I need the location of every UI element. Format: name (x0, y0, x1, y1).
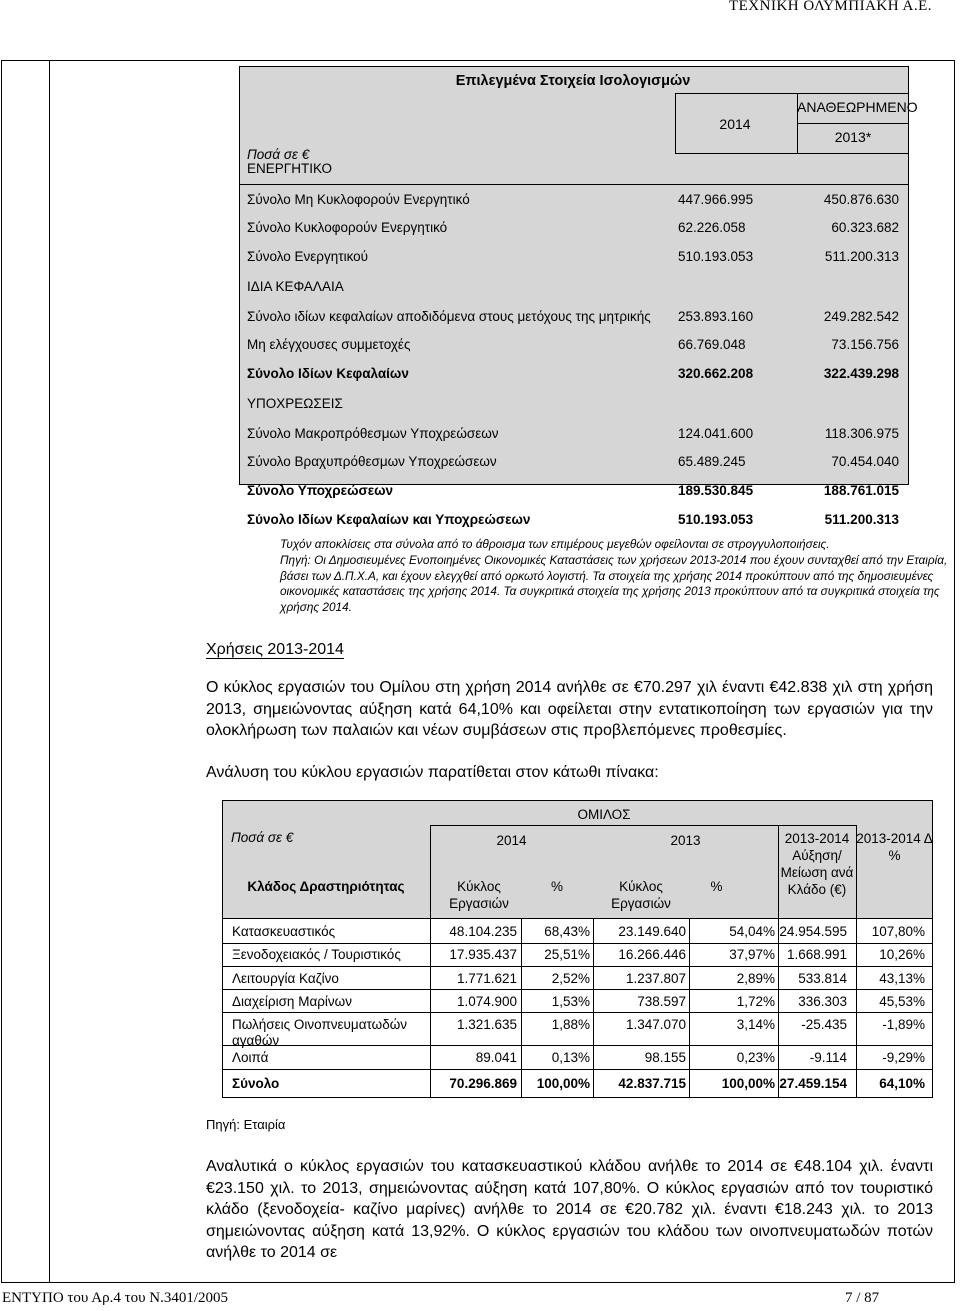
bs-value-2013: 511.200.313 (824, 512, 899, 527)
bs-row-noncurrent-assets (247, 192, 899, 207)
bs-row-label: Σύνολο Ενεργητικού (247, 249, 369, 264)
bs-row-label: Μη ελέγχουσες συμμετοχές (247, 337, 411, 352)
rt-pct-2013: 37,97% (729, 947, 775, 962)
rt-row-line (222, 966, 933, 967)
rt-change-pct: 10,26% (879, 947, 925, 962)
rt-border-top (222, 800, 933, 801)
rt-rev-2013: 98.155 (644, 1050, 686, 1065)
rt-sector: Λοιπά (232, 1050, 269, 1065)
rt-rev-2014: 89.041 (475, 1050, 517, 1065)
rt-header-change: 2013-2014 Αύξηση/ Μείωση ανά Κλάδο (€) (780, 831, 854, 897)
rt-group-label: ΟΜΙΛΟΣ (577, 807, 631, 822)
bs-value-2014: 124.041.600 (678, 426, 754, 441)
rt-rev-2014: 1.321.635 (456, 1017, 517, 1032)
rt-rev-2014: 1.771.621 (456, 971, 517, 986)
bs-row-label: Σύνολο Βραχυπρόθεσμων Υποχρεώσεων (247, 454, 497, 469)
rt-rev-2013: 23.149.640 (618, 924, 686, 939)
rt-pct-2014: 1,88% (551, 1017, 590, 1032)
bs-row-label: Σύνολο Κυκλοφορούν Ενεργητικό (247, 220, 448, 235)
rt-pct-2013: 100,00% (721, 1076, 775, 1091)
rt-change: -9.114 (809, 1050, 847, 1065)
bs-value-2014: 510.193.053 (678, 249, 754, 264)
table-intro-paragraph: Ανάλυση του κύκλου εργασιών παρατίθεται στον κάτωθι πίνακα: (206, 764, 659, 781)
bs-restated-divider (797, 123, 909, 124)
rt-sector: Κατασκευαστικός (232, 924, 336, 939)
bs-value-2014: 62.226.058 (678, 220, 746, 235)
rt-group-divider (430, 825, 856, 826)
bs-row-parent-equity (247, 309, 899, 324)
bs-value-2014: 447.966.995 (678, 192, 754, 207)
rt-header-revenue-2013: Κύκλος Εργασιών (611, 879, 671, 911)
rt-col-line (689, 918, 690, 1098)
bs-row-total-equity (247, 366, 899, 381)
bs-row-label: ΙΔΙΑ ΚΕΦΑΛΑΙΑ (247, 279, 344, 294)
frame-right-line (954, 60, 955, 1283)
rt-pct-2013: 2,89% (736, 971, 775, 986)
rt-header-bottom (222, 918, 933, 919)
bs-value-2013: 322.439.298 (823, 366, 899, 381)
rt-pct-2014: 0,13% (551, 1050, 590, 1065)
rt-pct-2014: 1,53% (551, 994, 590, 1009)
bs-border-top (239, 66, 909, 67)
rt-pct-2013: 54,04% (729, 924, 775, 939)
bs-row-total-assets (247, 249, 899, 264)
bs-value-2014: 66.769.048 (678, 337, 746, 352)
rt-col-line (593, 918, 594, 1098)
balance-sheet-title: Επιλεγμένα Στοιχεία Ισολογισμών (455, 73, 691, 89)
bs-row-longterm-liabilities (247, 426, 899, 441)
rt-header-pct-2014: % (550, 879, 563, 894)
balance-sheet-notes (280, 537, 960, 616)
bs-row-current-assets (247, 220, 899, 235)
section-heading: Χρήσεις 2013-2014 (206, 641, 344, 658)
bs-value-2013: 511.200.313 (824, 249, 899, 264)
rt-rev-2013: 738.597 (637, 994, 686, 1009)
bs-row-minority (247, 337, 899, 352)
rt-change: 27.459.154 (779, 1076, 847, 1091)
rt-sector: Διαχείριση Μαρίνων (232, 994, 352, 1009)
rt-row-line (222, 943, 933, 944)
rt-header-2013: 2013 (670, 833, 701, 848)
rt-sector: Λειτουργία Καζίνο (232, 971, 339, 986)
bs-header-2013: 2013* (834, 129, 872, 145)
rt-border-bottom (222, 1097, 933, 1098)
bs-value-2013: 73.156.756 (831, 337, 899, 352)
frame-inner-line (49, 60, 50, 1283)
rt-row-line (222, 1069, 933, 1070)
bs-value-2014: 253.893.160 (678, 309, 754, 324)
revenue-table-source: Πηγή: Εταιρία (206, 1117, 286, 1132)
bs-value-2013: 70.454.040 (831, 454, 899, 469)
rt-change-pct: 64,10% (879, 1076, 925, 1091)
bs-row-shortterm-liabilities (247, 454, 899, 469)
rt-change: 533.814 (798, 971, 847, 986)
bs-row-divider (239, 184, 909, 185)
revenue-table (222, 800, 933, 1098)
bs-assets-heading: ΕΝΕΡΓΗΤΙΚΟ (247, 161, 333, 176)
footer-form-reference: ΕΝΤΥΠΟ του Αρ.4 του Ν.3401/2005 (2, 1290, 229, 1306)
bs-row-label: Σύνολο Ιδίων Κεφαλαίων και Υποχρεώσεων (247, 512, 531, 527)
bs-border-left (239, 66, 240, 485)
bs-row-label: Σύνολο Μη Κυκλοφορούν Ενεργητικό (247, 192, 470, 207)
page-number: 7 / 87 (845, 1290, 880, 1306)
company-name: ΤΕΧΝΙΚΗ ΟΛΥΜΠΙΑΚΗ Α.Ε. (728, 0, 932, 14)
rounding-note: Τυχόν αποκλίσεις στα σύνολα από το άθροισμα των επιμέρους μεγεθών οφείλονται σε στρογγυλοποιήσεις. (280, 537, 830, 551)
source-note: Πηγή: Οι Δημοσιευμένες Ενοποιημένες Οικονομικές Καταστάσεις των χρήσεων 2013-2014 που έχουν συνταχθεί από την Εταιρία, βάσει των Δ.Π.Χ.Α, και έχουν ελεγχθεί από ορκωτό λογιστή. Τα στοιχεία της χρήσης 2014 προκύπτουν από της δημοσιευμένες οικονομικές καταστάσεις της χρήσης 2014. Τα συγκριτικά στοιχεία της χρήσης 2013 προκύπτουν από τα συγκριτικά στοιχεία της χρήσης 2014. (280, 552, 948, 615)
rt-border-left (222, 800, 223, 1098)
bs-row-label: ΥΠΟΧΡΕΩΣΕΙΣ (247, 396, 343, 411)
bs-amounts-label: Ποσά σε € (247, 147, 310, 162)
rt-amounts-label: Ποσά σε € (231, 830, 294, 845)
bs-header-restated: ΑΝΑΘΕΩΡΗΜΕΝΟ (797, 99, 918, 115)
bs-header-2014: 2014 (719, 116, 751, 132)
rt-rev-2013: 42.837.715 (618, 1076, 686, 1091)
bs-value-2014: 510.193.053 (678, 512, 754, 527)
rt-col-line (521, 918, 522, 1098)
rt-header-sector: Κλάδος Δραστηριότητας (247, 879, 405, 894)
rt-rev-2014: 17.935.437 (449, 947, 517, 962)
bs-value-2014: 189.530.845 (678, 483, 754, 498)
bs-value-2013: 188.761.015 (823, 483, 899, 498)
rt-header-pct-2013: % (710, 879, 723, 894)
bs-row-label: Σύνολο ιδίων κεφαλαίων αποδιδόμενα στους μετόχους της μητρικής (247, 309, 651, 324)
rt-rev-2013: 1.347.070 (625, 1017, 686, 1032)
rt-change-pct: 107,80% (871, 924, 925, 939)
bs-header-bottom (675, 153, 909, 154)
bs-value-2013: 249.282.542 (823, 309, 899, 324)
rt-change-pct: -1,89% (882, 1017, 925, 1032)
rt-change-pct: -9,29% (882, 1050, 925, 1065)
bs-row-equity-heading (247, 279, 344, 294)
bs-row-label: Σύνολο Ιδίων Κεφαλαίων (247, 366, 409, 381)
rt-col-line (430, 825, 431, 1098)
rt-pct-2013: 1,72% (736, 994, 775, 1009)
rt-pct-2013: 3,14% (736, 1017, 775, 1032)
rt-change-pct: 45,53% (879, 994, 925, 1009)
rt-pct-2014: 68,43% (544, 924, 590, 939)
frame-left-line (1, 60, 2, 1283)
rt-row-line (222, 989, 933, 990)
rt-pct-2013: 0,23% (736, 1050, 775, 1065)
rt-change: 24.954.595 (779, 924, 847, 939)
rt-sector: Πωλήσεις Οινοπνευματωδών αγαθών (232, 1017, 407, 1048)
rt-rev-2013: 16.266.446 (618, 947, 686, 962)
sector-analysis-paragraph: Αναλυτικά ο κύκλος εργασιών του κατασκευαστικού κλάδου ανήλθε το 2014 σε €48.104 χιλ. έναντι €23.150 χιλ. το 2013, σημειώνοντας αύξηση κατά 107,80%. Ο κύκλος εργασιών από τον τουριστικό κλάδο (ξενοδοχεία- καζίνο μαρίνες) ανήλθε το 2014 σε €20.782 χιλ. έναντι €18.243 χιλ. το 2013 σημειώνοντας αύξηση κατά 13,92%. Ο κύκλος εργασιών του κλάδου των οινοπνευματωδών ποτών ανήλθε το 2014 σε (206, 1158, 933, 1261)
bs-value-2014: 65.489.245 (678, 454, 746, 469)
rt-rev-2014: 48.104.235 (449, 924, 517, 939)
bs-title-divider (675, 93, 909, 94)
rt-header-revenue-2014: Κύκλος Εργασιών (449, 879, 509, 911)
rt-sector: Ξενοδοχειακός / Τουριστικός (232, 947, 401, 962)
bs-value-2013: 118.306.975 (824, 426, 899, 441)
rt-sector: Σύνολο (232, 1076, 280, 1091)
bs-row-total-equity-liabilities (247, 512, 899, 527)
bs-row-total-liabilities (247, 483, 899, 498)
revenue-paragraph: Ο κύκλος εργασιών του Ομίλου στη χρήση 2014 ανήλθε σε €70.297 χιλ έναντι €42.838 χιλ στη χρήση 2013, σημειώνοντας αύξηση κατά 64,10% και οφείλεται στην εντατικοποίηση των εργασιών για την ολοκλήρωση των παλαιών και νέων συμβάσεων στις προβλεπόμενες προθεσμίες. (206, 679, 933, 739)
bs-value-2013: 60.323.682 (831, 220, 899, 235)
rt-rev-2013: 1.237.807 (625, 971, 686, 986)
rt-change-pct: 43,13% (879, 971, 925, 986)
bs-row-liabilities-heading (247, 396, 343, 411)
rt-rev-2014: 70.296.869 (449, 1076, 517, 1091)
rt-pct-2014: 100,00% (536, 1076, 590, 1091)
rt-change: 336.303 (798, 994, 847, 1009)
rt-change: 1.668.991 (786, 947, 847, 962)
rt-change: -25.435 (801, 1017, 847, 1032)
bs-value-2013: 450.876.630 (823, 192, 899, 207)
frame-top-line (1, 60, 955, 61)
bs-value-2014: 320.662.208 (678, 366, 754, 381)
rt-pct-2014: 25,51% (544, 947, 590, 962)
rt-rev-2014: 1.074.900 (456, 994, 517, 1009)
rt-row-line (222, 1012, 933, 1013)
rt-header-2014: 2014 (496, 833, 527, 848)
bs-row-label: Σύνολο Υποχρεώσεων (247, 483, 394, 498)
balance-sheet-table (237, 66, 918, 534)
bs-row-label: Σύνολο Μακροπρόθεσμων Υποχρεώσεων (247, 426, 499, 441)
rt-pct-2014: 2,52% (551, 971, 590, 986)
rt-header-pct-change: 2013-2014 Δ % (856, 831, 933, 863)
frame-bottom-line (1, 1282, 955, 1283)
